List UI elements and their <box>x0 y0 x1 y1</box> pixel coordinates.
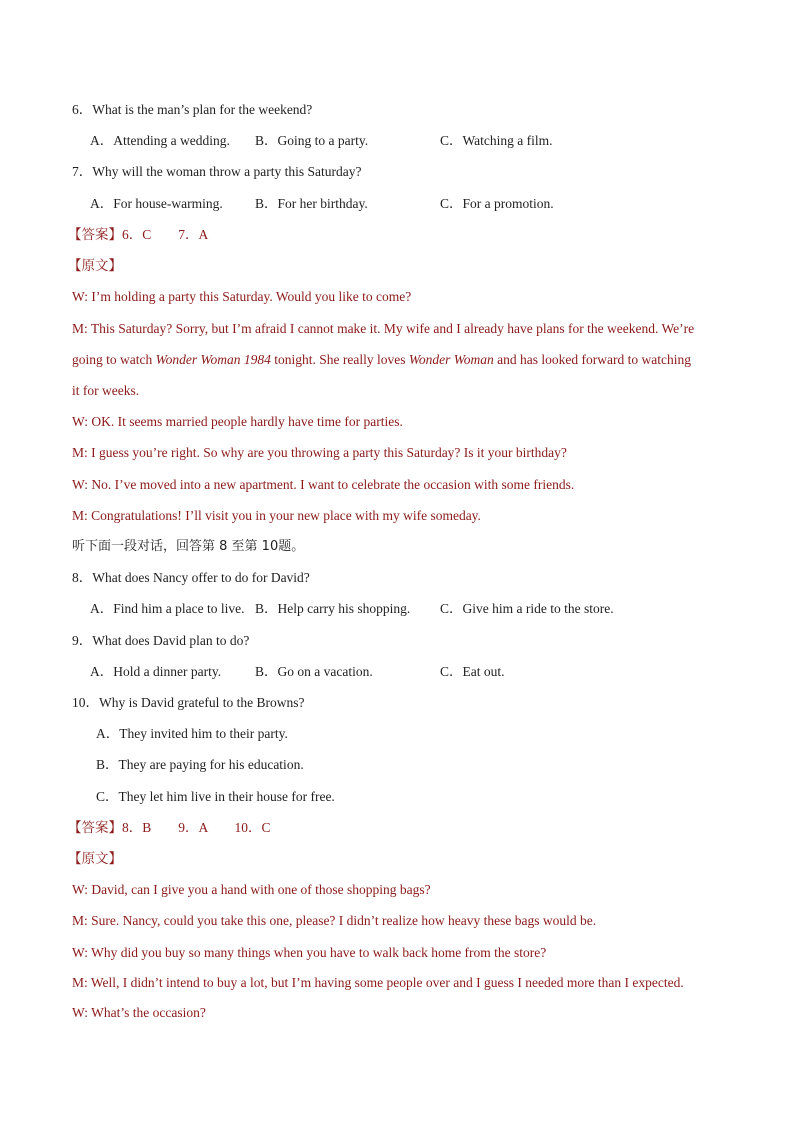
q10-option-b: B．They are paying for his education. <box>96 757 304 772</box>
film-title-2: Wonder Woman <box>408 352 494 367</box>
dialogue-2-line-1: W: David, can I give you a hand with one of those shopping bags? <box>72 882 431 897</box>
dialogue-1-line-8: M: Congratulations! I’ll visit you in your new place with my wife someday. <box>72 508 481 523</box>
dialogue-1-line-1: W: I’m holding a party this Saturday. Would you like to come? <box>72 289 412 304</box>
q9-option-b: B．Go on a vacation. <box>255 664 373 679</box>
transcript-label-1: 【原文】 <box>68 258 122 273</box>
dialogue-1-line-3-part-c: tonight. She really loves <box>270 352 409 367</box>
film-title-1: Wonder Woman 1984 <box>155 352 271 367</box>
q6-option-c: C．Watching a film. <box>440 133 553 148</box>
q10-option-a: A．They invited him to their party. <box>96 726 288 741</box>
q6-option-a: A．Attending a wedding. <box>90 133 230 148</box>
q7-option-c: C．For a promotion. <box>440 196 554 211</box>
dialogue-1-line-3 <box>72 351 691 369</box>
q8-option-c: C．Give him a ride to the store. <box>440 601 614 616</box>
q10-option-c: C．They let him live in their house for free. <box>96 789 335 804</box>
answer-key-2: 【答案】8．B 9．A 10．C <box>68 820 271 835</box>
question-8-stem: 8．What does Nancy offer to do for David? <box>72 570 310 585</box>
section-instruction: 听下面一段对话，回答第 8 至第 10题。 <box>72 539 305 554</box>
dialogue-1-line-2: M: This Saturday? Sorry, but I’m afraid I cannot make it. My wife and I already have plans for the weekend. We’re <box>72 321 695 336</box>
dialogue-1-line-3-part-e: and has looked forward to watching <box>493 352 691 367</box>
q6-option-b: B．Going to a party. <box>255 133 369 148</box>
q8-option-a: A．Find him a place to live. <box>90 601 245 616</box>
dialogue-2-line-5: W: What’s the occasion? <box>72 1005 206 1020</box>
dialogue-1-line-4: it for weeks. <box>72 383 140 398</box>
question-6-stem: 6．What is the man’s plan for the weekend? <box>72 102 313 117</box>
dialogue-1-line-5: W: OK. It seems married people hardly have time for parties. <box>72 414 403 429</box>
q7-option-a: A．For house-warming. <box>90 196 223 211</box>
dialogue-2-line-3: W: Why did you buy so many things when you have to walk back home from the store? <box>72 945 547 960</box>
question-9-stem: 9．What does David plan to do? <box>72 633 250 648</box>
dialogue-2-line-2: M: Sure. Nancy, could you take this one, please? I didn’t realize how heavy these bags would be. <box>72 913 597 928</box>
dialogue-1-line-7: W: No. I’ve moved into a new apartment. I want to celebrate the occasion with some friends. <box>72 477 575 492</box>
dialogue-2-line-4: M: Well, I didn’t intend to buy a lot, but I’m having some people over and I guess I needed more than I expected. <box>72 975 684 990</box>
q8-option-b: B．Help carry his shopping. <box>255 601 411 616</box>
transcript-label-2: 【原文】 <box>68 851 122 866</box>
question-10-stem: 10．Why is David grateful to the Browns? <box>72 695 305 710</box>
question-7-stem: 7．Why will the woman throw a party this Saturday? <box>72 164 362 179</box>
q9-option-c: C．Eat out. <box>440 664 505 679</box>
answer-key-1: 【答案】6．C 7．A <box>68 227 209 242</box>
dialogue-1-line-3-part-a: going to watch <box>72 352 156 367</box>
q9-option-a: A．Hold a dinner party. <box>90 664 222 679</box>
dialogue-1-line-6: M: I guess you’re right. So why are you throwing a party this Saturday? Is it your birthday? <box>72 445 567 460</box>
q7-option-b: B．For her birthday. <box>255 196 368 211</box>
